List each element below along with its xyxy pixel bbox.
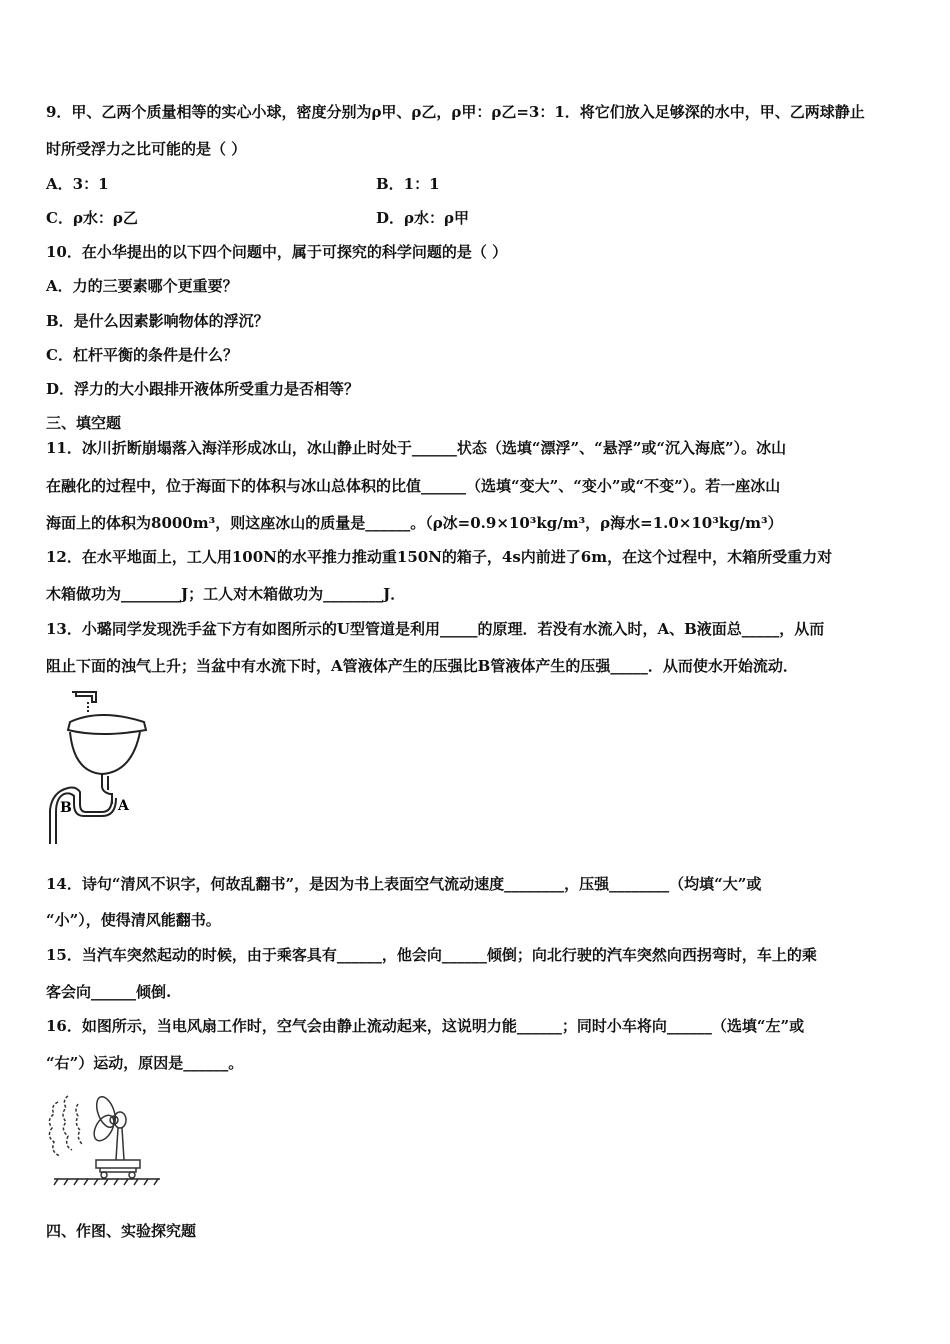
q16-line-1: 16．如图所示，当电风扇工作时，空气会由静止流动起来，这说明力能______；同时小车将向______（选填“左”或 bbox=[46, 1017, 805, 1035]
q9-option-a: A．3：1 bbox=[46, 175, 109, 193]
label-a: A bbox=[118, 798, 129, 814]
q11-line-1: 11．冰川折断崩塌落入海洋形成冰山，冰山静止时处于______状态（选填“漂浮”、“悬浮”或“沉入海底”）。冰山 bbox=[46, 439, 787, 457]
fan-cart-figure bbox=[44, 1082, 164, 1190]
section-3-heading: 三、填空题 bbox=[46, 414, 122, 432]
q9-line-2: 时所受浮力之比可能的是（ ） bbox=[46, 140, 247, 158]
q14-line-1: 14．诗句“清风不识字，何故乱翻书”，是因为书上表面空气流动速度________，压强________（均填“大”或 bbox=[46, 875, 762, 893]
q9-line-1: 9．甲、乙两个质量相等的实心小球，密度分别为ρ甲、ρ乙，ρ甲：ρ乙=3：1．将它们放入足够深的水中，甲、乙两球静止 bbox=[46, 103, 865, 121]
q9-option-b: B．1：1 bbox=[376, 175, 440, 193]
faucet-shape bbox=[72, 692, 96, 702]
air-puffs bbox=[49, 1102, 60, 1156]
q10-option-a: A．力的三要素哪个更重要？ bbox=[46, 277, 238, 295]
section-4-heading: 四、作图、实验探究题 bbox=[46, 1222, 197, 1240]
q14-line-2: “小”），使得清风能翻书。 bbox=[46, 911, 221, 929]
q15-line-1: 15．当汽车突然起动的时候，由于乘客具有______，他会向______倾倒；向北行驶的汽车突然向西拐弯时，车上的乘 bbox=[46, 946, 817, 964]
q12-line-2: 木箱做功为________J；工人对木箱做功为________J． bbox=[46, 585, 406, 603]
q13-line-1: 13．小璐同学发现洗手盆下方有如图所示的U型管道是利用_____的原理．若没有水流入时，A、B液面总_____，从而 bbox=[46, 620, 825, 638]
q15-line-2: 客会向______倾倒. bbox=[46, 983, 172, 1001]
label-b: B bbox=[60, 800, 72, 816]
ground-line bbox=[54, 1179, 160, 1185]
q13-line-2: 阻止下面的浊气上升；当盆中有水流下时，A管液体产生的压强比B管液体产生的压强_____．从而使水开始流动． bbox=[46, 657, 798, 675]
q16-line-2: “右”）运动，原因是______。 bbox=[46, 1054, 244, 1072]
q11-line-2: 在融化的过程中，位于海面下的体积与冰山总体积的比值______（选填“变大”、“变小”或“不变”）。若一座冰山 bbox=[46, 477, 781, 495]
q9-option-c: C．ρ水：ρ乙 bbox=[46, 209, 138, 227]
q10-option-c: C．杠杆平衡的条件是什么？ bbox=[46, 346, 238, 364]
washbasin-u-pipe-figure bbox=[40, 686, 160, 846]
q10-option-d: D．浮力的大小跟排开液体所受重力是否相等？ bbox=[46, 380, 360, 398]
q10-option-b: B．是什么因素影响物体的浮沉？ bbox=[46, 312, 269, 330]
q12-line-1: 12．在水平地面上，工人用100N的水平推力推动重150N的箱子，4s内前进了6m，在这个过程中，木箱所受重力对 bbox=[46, 548, 833, 566]
q10-stem: 10．在小华提出的以下四个问题中，属于可探究的科学问题的是（ ） bbox=[46, 243, 508, 261]
q11-line-3: 海面上的体积为8000m³，则这座冰山的质量是______。（ρ冰=0.9×10³kg/m³，ρ海水=1.0×10³kg/m³） bbox=[46, 514, 783, 532]
q9-option-d: D．ρ水：ρ甲 bbox=[376, 209, 469, 227]
